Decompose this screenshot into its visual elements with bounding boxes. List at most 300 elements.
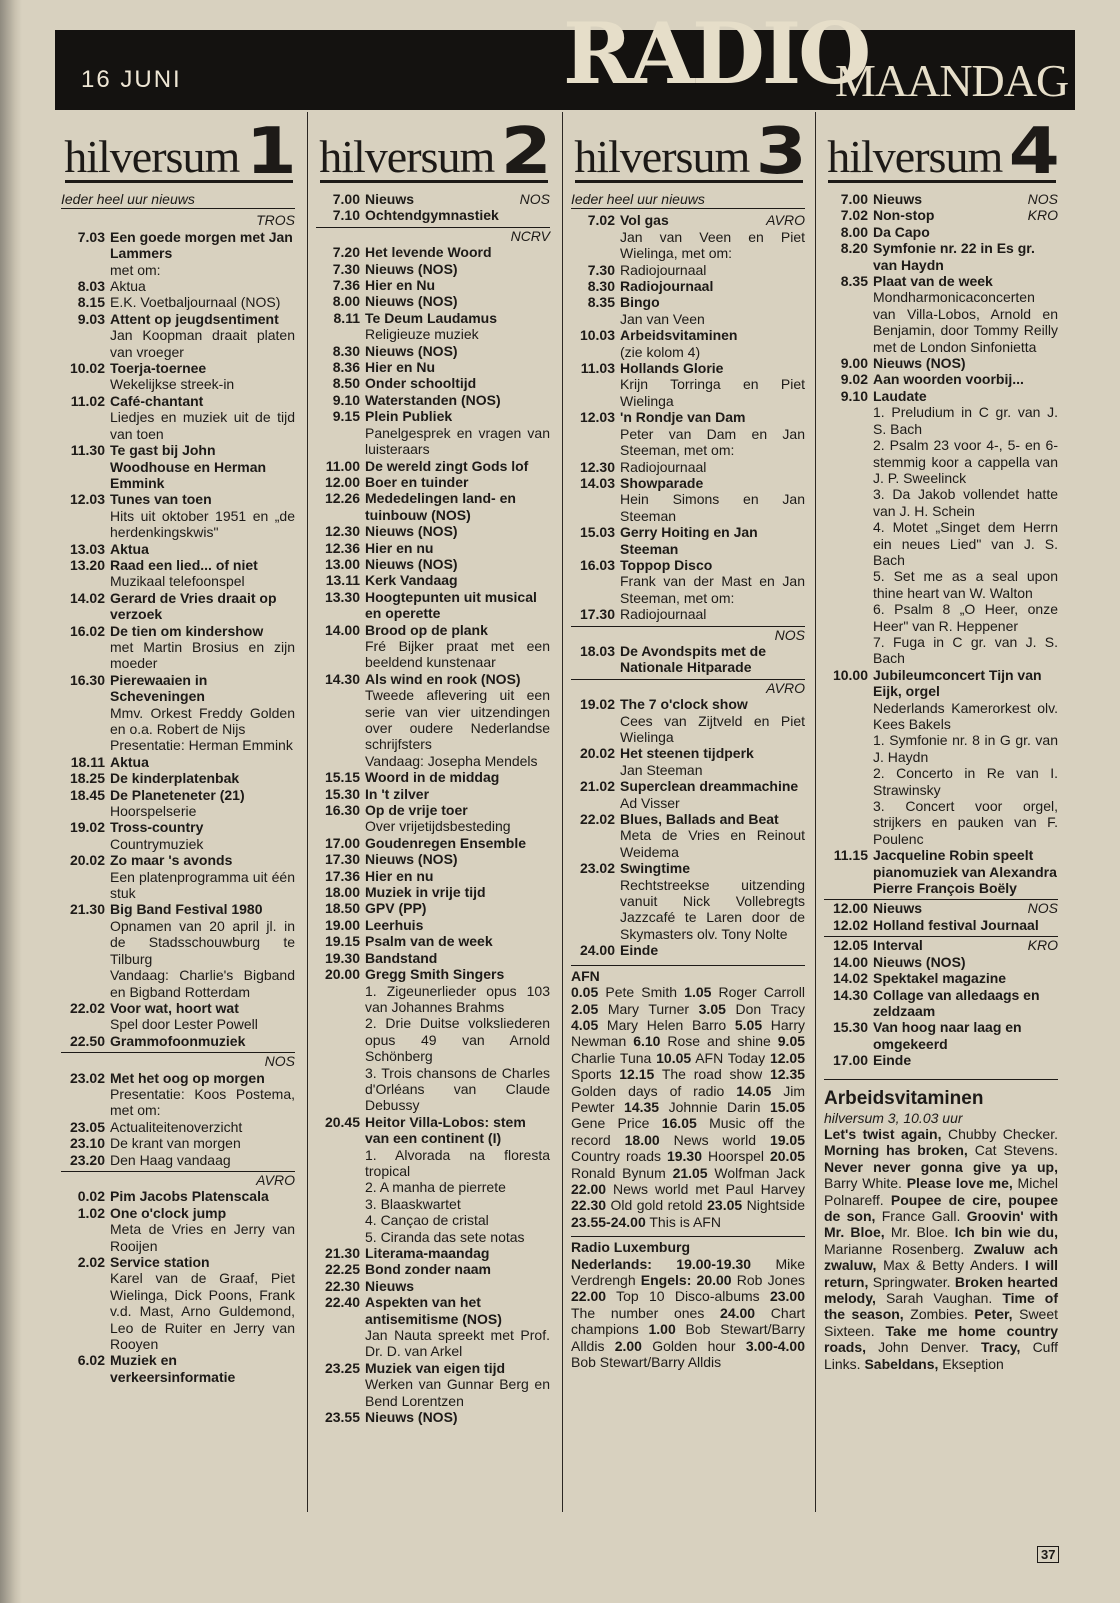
program-title: [110, 672, 295, 705]
program-time: 9.02: [840, 371, 868, 388]
run-bold: 22.00: [571, 1288, 607, 1305]
program-entry: [571, 262, 805, 278]
program-title: [620, 360, 805, 376]
program-entry: [824, 207, 1058, 223]
program-title-text: In 't zilver: [365, 785, 430, 802]
page-number: 37: [1037, 1546, 1059, 1563]
column-divider: [307, 112, 308, 1512]
run-bold: 20.05: [769, 1148, 806, 1165]
program-title-text: Hier en nu: [365, 539, 434, 556]
program-description: Fré Bijker praat met een beeldend kunstenaar: [365, 637, 550, 671]
program-content: [365, 523, 550, 539]
program-content: [365, 540, 550, 556]
program-title-text: Aktua: [110, 540, 149, 557]
program-title-text: Goudenregen Ensemble: [365, 834, 527, 851]
program-title: [110, 770, 295, 786]
program-content: [873, 191, 1058, 207]
program-content: [110, 754, 295, 770]
program-entry: [61, 1152, 295, 1168]
program-entry: [316, 244, 550, 260]
program-title-text: GPV (PP): [365, 900, 427, 917]
program-content: [110, 541, 295, 557]
program-title: [873, 240, 1058, 273]
program-title: [620, 811, 805, 827]
program-content: [873, 937, 1058, 953]
program-entry: [824, 273, 1058, 355]
schedule: [310, 183, 554, 1425]
run-text: Golden days of radio: [571, 1082, 725, 1099]
program-title-text: Van hoog naar laag en omgekeerd: [873, 1019, 1022, 1052]
program-entry: [316, 868, 550, 884]
program-time: 7.02: [840, 207, 868, 224]
program-content: [365, 1360, 550, 1409]
program-entry: [316, 261, 550, 277]
program-time: 19.02: [579, 696, 615, 713]
program-title: [620, 942, 805, 958]
program-title: [110, 1070, 295, 1086]
program-entry: [316, 540, 550, 556]
program-content: [365, 375, 550, 391]
program-entry: [824, 987, 1058, 1020]
run-text: Mike Verdrengh: [571, 1255, 806, 1288]
program-time: 23.02: [69, 1069, 105, 1086]
program-title: [365, 523, 550, 539]
program-entry: [316, 950, 550, 966]
run-text: Ronald Bynum: [571, 1164, 666, 1181]
program-title-text: Den Haag vandaag: [110, 1151, 231, 1168]
program-description: Spel door Lester Powell: [110, 1016, 258, 1033]
run-bold: 3.00-4.00: [745, 1337, 805, 1354]
program-entry: [824, 240, 1058, 273]
column-header: [827, 115, 1061, 189]
program-time: 11.30: [70, 442, 105, 459]
broadcaster-label: KRO: [1027, 207, 1058, 224]
program-time: 22.02: [579, 811, 615, 828]
program-time: 13.00: [324, 555, 360, 572]
run-text: News world: [673, 1131, 757, 1148]
program-title: [365, 490, 550, 523]
program-content: [620, 811, 805, 860]
run-text: AFN Today: [695, 1049, 766, 1066]
program-entry: [824, 371, 1058, 387]
run-text: Mary Helen Barro: [606, 1016, 727, 1033]
broadcaster-label: AVRO: [256, 1171, 295, 1188]
program-time: 0.02: [77, 1188, 105, 1205]
program-title: [620, 262, 805, 278]
program-content: [110, 787, 295, 820]
program-entry: [316, 556, 550, 572]
program-entry: [316, 1245, 550, 1261]
program-content: [110, 491, 295, 540]
program-time: 12.03: [579, 409, 615, 426]
program-title: [365, 1261, 550, 1277]
program-content: [365, 786, 550, 802]
box-title: AFN: [571, 967, 600, 984]
program-title: [110, 901, 295, 917]
program-entry: [61, 294, 295, 310]
program-entry: [571, 942, 805, 958]
program-content: [110, 590, 295, 623]
program-content: [365, 207, 550, 223]
program-title-text: Nieuws: [365, 191, 415, 207]
program-entry: [571, 811, 805, 860]
program-entry: [316, 769, 550, 785]
program-title-text: De wereld zingt Gods lof: [365, 457, 529, 474]
run-text: Bob Stewart/Barry Alldis: [571, 1321, 806, 1354]
program-entry: [824, 224, 1058, 240]
program-entry: [316, 1278, 550, 1294]
program-entry: [571, 212, 805, 261]
program-title: [365, 769, 550, 785]
broadcaster-label: NOS: [519, 191, 550, 207]
program-title-text: Radiojournaal: [620, 458, 707, 475]
run-text: Wolfman Jack: [714, 1164, 805, 1181]
run-bold: Take me home country roads,: [824, 1322, 1058, 1356]
station-name: hilversum: [319, 131, 495, 182]
program-title: [365, 851, 550, 867]
program-description: 1. Symfonie nr. 8 in G gr. van J. Haydn: [873, 732, 1058, 765]
program-content: [110, 1188, 295, 1204]
program-content: [365, 622, 550, 671]
program-content: [365, 835, 550, 851]
station-box: [571, 1236, 805, 1370]
program-description: Meta de Vries en Jerry van Rooijen: [110, 1221, 295, 1254]
run-text: Rob Jones: [736, 1272, 806, 1288]
program-entry: [61, 278, 295, 294]
program-time: 10.02: [69, 360, 105, 377]
program-time: 19.30: [324, 949, 360, 966]
program-time: 18.45: [69, 786, 105, 803]
program-title: [873, 388, 1058, 404]
run-text: Sweet Sixteen.: [824, 1306, 1059, 1339]
program-time: 22.40: [324, 1294, 360, 1311]
program-content: [873, 355, 1058, 371]
station-name: hilversum: [827, 131, 1003, 182]
program-entry: [61, 852, 295, 901]
program-entry: [571, 278, 805, 294]
program-title-text: Voor wat, hoort wat: [110, 999, 239, 1016]
program-entry: [316, 523, 550, 539]
run-bold: 10.05: [656, 1049, 692, 1066]
program-time: 17.00: [832, 1052, 868, 1069]
program-entry: [316, 835, 550, 851]
program-title-text: Het levende Woord: [365, 244, 492, 261]
program-title-text: Muziek en verkeersinformatie: [110, 1352, 236, 1385]
program-entry: [61, 819, 295, 852]
run-text: Max & Betty Anders.: [883, 1257, 1019, 1274]
program-title-text: Woord in de middag: [365, 769, 500, 786]
program-title: [110, 557, 295, 573]
run-bold: Broken hearted melody,: [824, 1273, 1059, 1306]
program-title-text: The 7 o'clock show: [620, 696, 748, 713]
program-title: [365, 884, 550, 900]
program-content: [873, 371, 1058, 387]
run-text: This is AFN: [649, 1213, 721, 1230]
run-bold: 21.05: [672, 1164, 708, 1181]
program-content: [365, 917, 550, 933]
program-description: Nederlands Kamerorkest olv. Kees Bakels: [873, 699, 1058, 732]
run-text: Mary Turner: [607, 1000, 690, 1017]
program-entry: [316, 802, 550, 835]
program-title: [365, 474, 550, 490]
station-number: 2: [500, 115, 553, 189]
program-content: [365, 277, 550, 293]
program-entry: [316, 277, 550, 293]
run-bold: 4.05: [571, 1016, 599, 1033]
program-title-text: Attent op jeugdsentiment: [110, 310, 279, 327]
run-text: Roger Carroll: [718, 984, 805, 1001]
program-content: [620, 778, 805, 811]
program-title: [110, 393, 295, 409]
program-title-text: Big Band Festival 1980: [110, 901, 263, 918]
program-title-text: Hoogtepunten uit musical en operette: [365, 588, 537, 622]
program-title-text: Vol gas: [620, 212, 669, 229]
program-title: [365, 343, 550, 359]
program-title: [873, 917, 1058, 933]
program-time: 17.30: [579, 606, 615, 623]
program-entry: [316, 622, 550, 671]
program-entry: [571, 696, 805, 745]
program-content: [110, 557, 295, 590]
program-title-text: Jubileumconcert Tijn van Eijk, orgel: [873, 666, 1042, 700]
program-description: Krijn Torringa en Piet Wielinga: [620, 376, 805, 409]
program-title-text: Nieuws (NOS): [365, 293, 458, 310]
run-text: Don Tracy: [735, 1000, 806, 1017]
program-title-text: Blues, Ballads and Beat: [620, 811, 779, 828]
program-description: Meta de Vries en Reinout Weidema: [620, 827, 805, 860]
program-title-text: Gerry Hoiting en Jan Steeman: [620, 524, 758, 557]
program-time: 17.30: [324, 851, 360, 868]
run-bold: 22.00: [571, 1180, 607, 1197]
program-title: [873, 371, 1058, 387]
column-header: [64, 115, 298, 189]
column-header: [574, 115, 808, 189]
program-time: 23.25: [324, 1359, 360, 1376]
page-edge: [0, 0, 22, 1603]
program-title: [620, 606, 805, 622]
program-title-text: Radiojournaal: [620, 278, 714, 295]
program-title: [620, 778, 805, 794]
program-content: [365, 244, 550, 260]
program-entry: [571, 643, 805, 676]
station-box: [571, 965, 805, 1231]
broadcaster-section: [61, 1171, 295, 1385]
program-title-text: Een goede morgen met Jan Lammers: [110, 228, 293, 262]
program-title-text: Hier en Nu: [365, 359, 436, 376]
program-description: Religieuze muziek: [365, 326, 479, 343]
program-title-text: Da Capo: [873, 223, 930, 240]
program-entry: [316, 1261, 550, 1277]
program-time: 8.00: [840, 223, 868, 240]
program-title-text: Symfonie nr. 22 in Es gr. van Haydn: [873, 240, 1035, 273]
program-title-text: Op de vrije toer: [365, 802, 468, 819]
program-time: 14.00: [832, 953, 868, 970]
program-title: [365, 556, 550, 572]
program-entry: [61, 1254, 295, 1352]
broadcaster-section: [824, 899, 1058, 933]
program-time: 12.00: [832, 900, 868, 917]
program-content: [620, 745, 805, 778]
program-content: [365, 343, 550, 359]
program-title-text: Nieuws (NOS): [873, 355, 966, 372]
run-text: Chart champions: [571, 1304, 806, 1338]
program-description: Hits uit oktober 1951 en „de herdenkingskwis": [110, 507, 295, 541]
program-content: [365, 1114, 550, 1245]
run-text: Michel Polnareff.: [824, 1175, 1059, 1208]
program-title: [620, 696, 805, 712]
program-title-text: Brood op de plank: [365, 621, 488, 638]
program-description: 7. Fuga in C gr. van J. S. Bach: [873, 633, 1058, 667]
program-entry: [571, 409, 805, 458]
run-bold: 14.05: [736, 1082, 772, 1099]
program-time: 16.03: [579, 556, 615, 573]
program-content: [620, 294, 805, 327]
program-title: [365, 261, 550, 277]
program-time: 11.00: [325, 457, 360, 474]
program-title-text: Tunes van toen: [110, 491, 212, 508]
program-content: [620, 557, 805, 606]
program-entry: [61, 1188, 295, 1204]
box-title: Radio Luxemburg: [571, 1239, 691, 1256]
program-title: [110, 1352, 295, 1385]
program-description: Muzikaal telefoonspel: [110, 573, 245, 590]
program-time: 12.36: [324, 539, 360, 556]
program-title-text: Muziek van eigen tijd: [365, 1359, 506, 1376]
program-entry: [61, 1119, 295, 1135]
program-entry: [61, 393, 295, 442]
program-description: Ad Visser: [620, 794, 680, 811]
program-title-text: De krant van morgen: [110, 1135, 241, 1152]
program-title-text: Gerard de Vries draait op verzoek: [110, 589, 277, 623]
run-bold: Zwaluw ach zwaluw,: [824, 1240, 1058, 1274]
program-time: 6.02: [77, 1352, 105, 1369]
program-description: 3. Trois chansons de Charles d'Orléans van Claude Debussy: [365, 1064, 550, 1114]
broadcaster-section: [316, 227, 550, 1426]
schedule: [55, 183, 299, 1385]
program-description: Opnamen van 20 april jl. in de Stadsschouwburg te Tilburg: [110, 917, 295, 967]
program-description: Karel van de Graaf, Piet Wielinga, Dick Poons, Frank v.d. Mast, Arno Guldemond, Leo de Ruiter en Jerry van Rooyen: [110, 1270, 295, 1353]
program-title-text: Nieuws (NOS): [365, 523, 458, 540]
program-content: [110, 1254, 295, 1352]
program-time: 23.10: [69, 1135, 105, 1152]
program-content: [365, 1245, 550, 1261]
run-bold: Ich bin wie du,: [954, 1224, 1058, 1241]
program-content: [110, 1152, 295, 1168]
program-description: 1. Zigeunerlieder opus 103 van Johannes Brahms: [365, 982, 550, 1015]
program-time: 21.30: [324, 1245, 360, 1261]
program-title-text: Literama-maandag: [365, 1245, 490, 1261]
program-title: [365, 458, 550, 474]
program-content: [365, 1261, 550, 1277]
program-content: [620, 475, 805, 524]
broadcaster-label: NOS: [1027, 191, 1058, 207]
program-title-text: Nieuws (NOS): [873, 953, 966, 970]
program-time: 20.02: [69, 852, 105, 869]
program-content: [873, 273, 1058, 355]
program-title-text: Pierewaaien in Scheveningen: [110, 671, 208, 705]
program-entry: [571, 294, 805, 327]
program-title-text: Nieuws (NOS): [365, 342, 458, 359]
program-entry: [316, 408, 550, 457]
program-title-text: Nieuws (NOS): [365, 851, 458, 868]
program-title-text: Service station: [110, 1254, 210, 1270]
program-title: [873, 937, 1058, 953]
station-column-3: [565, 115, 809, 1371]
program-time: 23.02: [579, 860, 615, 877]
run-bold: Sabeldans,: [864, 1355, 939, 1372]
program-title-text: Bandstand: [365, 949, 438, 966]
run-bold: Please love me,: [906, 1175, 1013, 1192]
program-content: [110, 360, 295, 393]
program-entry: [316, 671, 550, 769]
run-text: Cat Stevens.: [974, 1142, 1058, 1159]
program-time: 21.02: [579, 778, 615, 795]
program-entry: [316, 966, 550, 1114]
program-description: 1. Alvorada na floresta tropical: [365, 1146, 550, 1179]
program-title-text: Toppop Disco: [620, 556, 713, 573]
program-description: 2. A manha de pierrete: [365, 1179, 506, 1196]
program-entry: [61, 672, 295, 754]
broadcaster-label: NOS: [264, 1053, 295, 1070]
program-content: [110, 1000, 295, 1033]
program-content: [620, 212, 805, 261]
program-title-text: Holland festival Journaal: [873, 916, 1039, 933]
run-text: Mr. Bloe.: [890, 1224, 949, 1241]
program-title-text: Nieuws: [873, 191, 923, 207]
program-title-text: Ochtendgymnastiek: [365, 207, 499, 224]
run-bold: Nederlands: 19.00-19.30: [571, 1255, 752, 1272]
run-bold: Peter,: [974, 1306, 1013, 1323]
program-time: 7.03: [77, 228, 105, 245]
program-time: 20.00: [324, 966, 360, 983]
program-content: [620, 278, 805, 294]
station-column-4: [818, 115, 1062, 1372]
program-time: 7.36: [332, 277, 360, 294]
program-title: [110, 852, 295, 868]
program-time: 7.30: [587, 261, 615, 278]
program-entry: [316, 375, 550, 391]
program-content: [365, 589, 550, 622]
column-header: [319, 115, 553, 189]
program-entry: [824, 847, 1058, 896]
program-time: 16.30: [69, 671, 105, 688]
program-time: 18.50: [324, 900, 360, 917]
program-content: [873, 1052, 1058, 1068]
program-content: [110, 442, 295, 491]
program-title-text: Onder schooltijd: [365, 375, 477, 392]
program-title: [873, 207, 1058, 223]
program-time: 8.20: [840, 240, 868, 257]
program-time: 13.20: [69, 556, 105, 573]
program-time: 8.15: [77, 294, 105, 311]
program-content: [620, 327, 805, 360]
program-time: 12.00: [324, 473, 360, 490]
run-bold: 19.05: [769, 1131, 805, 1148]
program-title: [110, 541, 295, 557]
program-description: 3. Concert voor orgel, strijkers en pauken van F. Poulenc: [873, 798, 1058, 847]
program-time: 15.03: [579, 524, 615, 541]
program-entry: [316, 572, 550, 588]
run-text: Marianne Rosenberg.: [824, 1240, 965, 1257]
program-time: 18.25: [69, 770, 105, 787]
run-bold: Tracy,: [981, 1339, 1021, 1356]
run-bold: 1.05: [684, 984, 712, 1001]
program-time: 7.02: [587, 212, 615, 229]
program-title: [620, 327, 805, 343]
broadcaster-section: [61, 212, 295, 1049]
broadcaster-label: NOS: [1027, 900, 1058, 917]
program-description: Presentatie: Koos Postema, met om:: [110, 1085, 295, 1119]
